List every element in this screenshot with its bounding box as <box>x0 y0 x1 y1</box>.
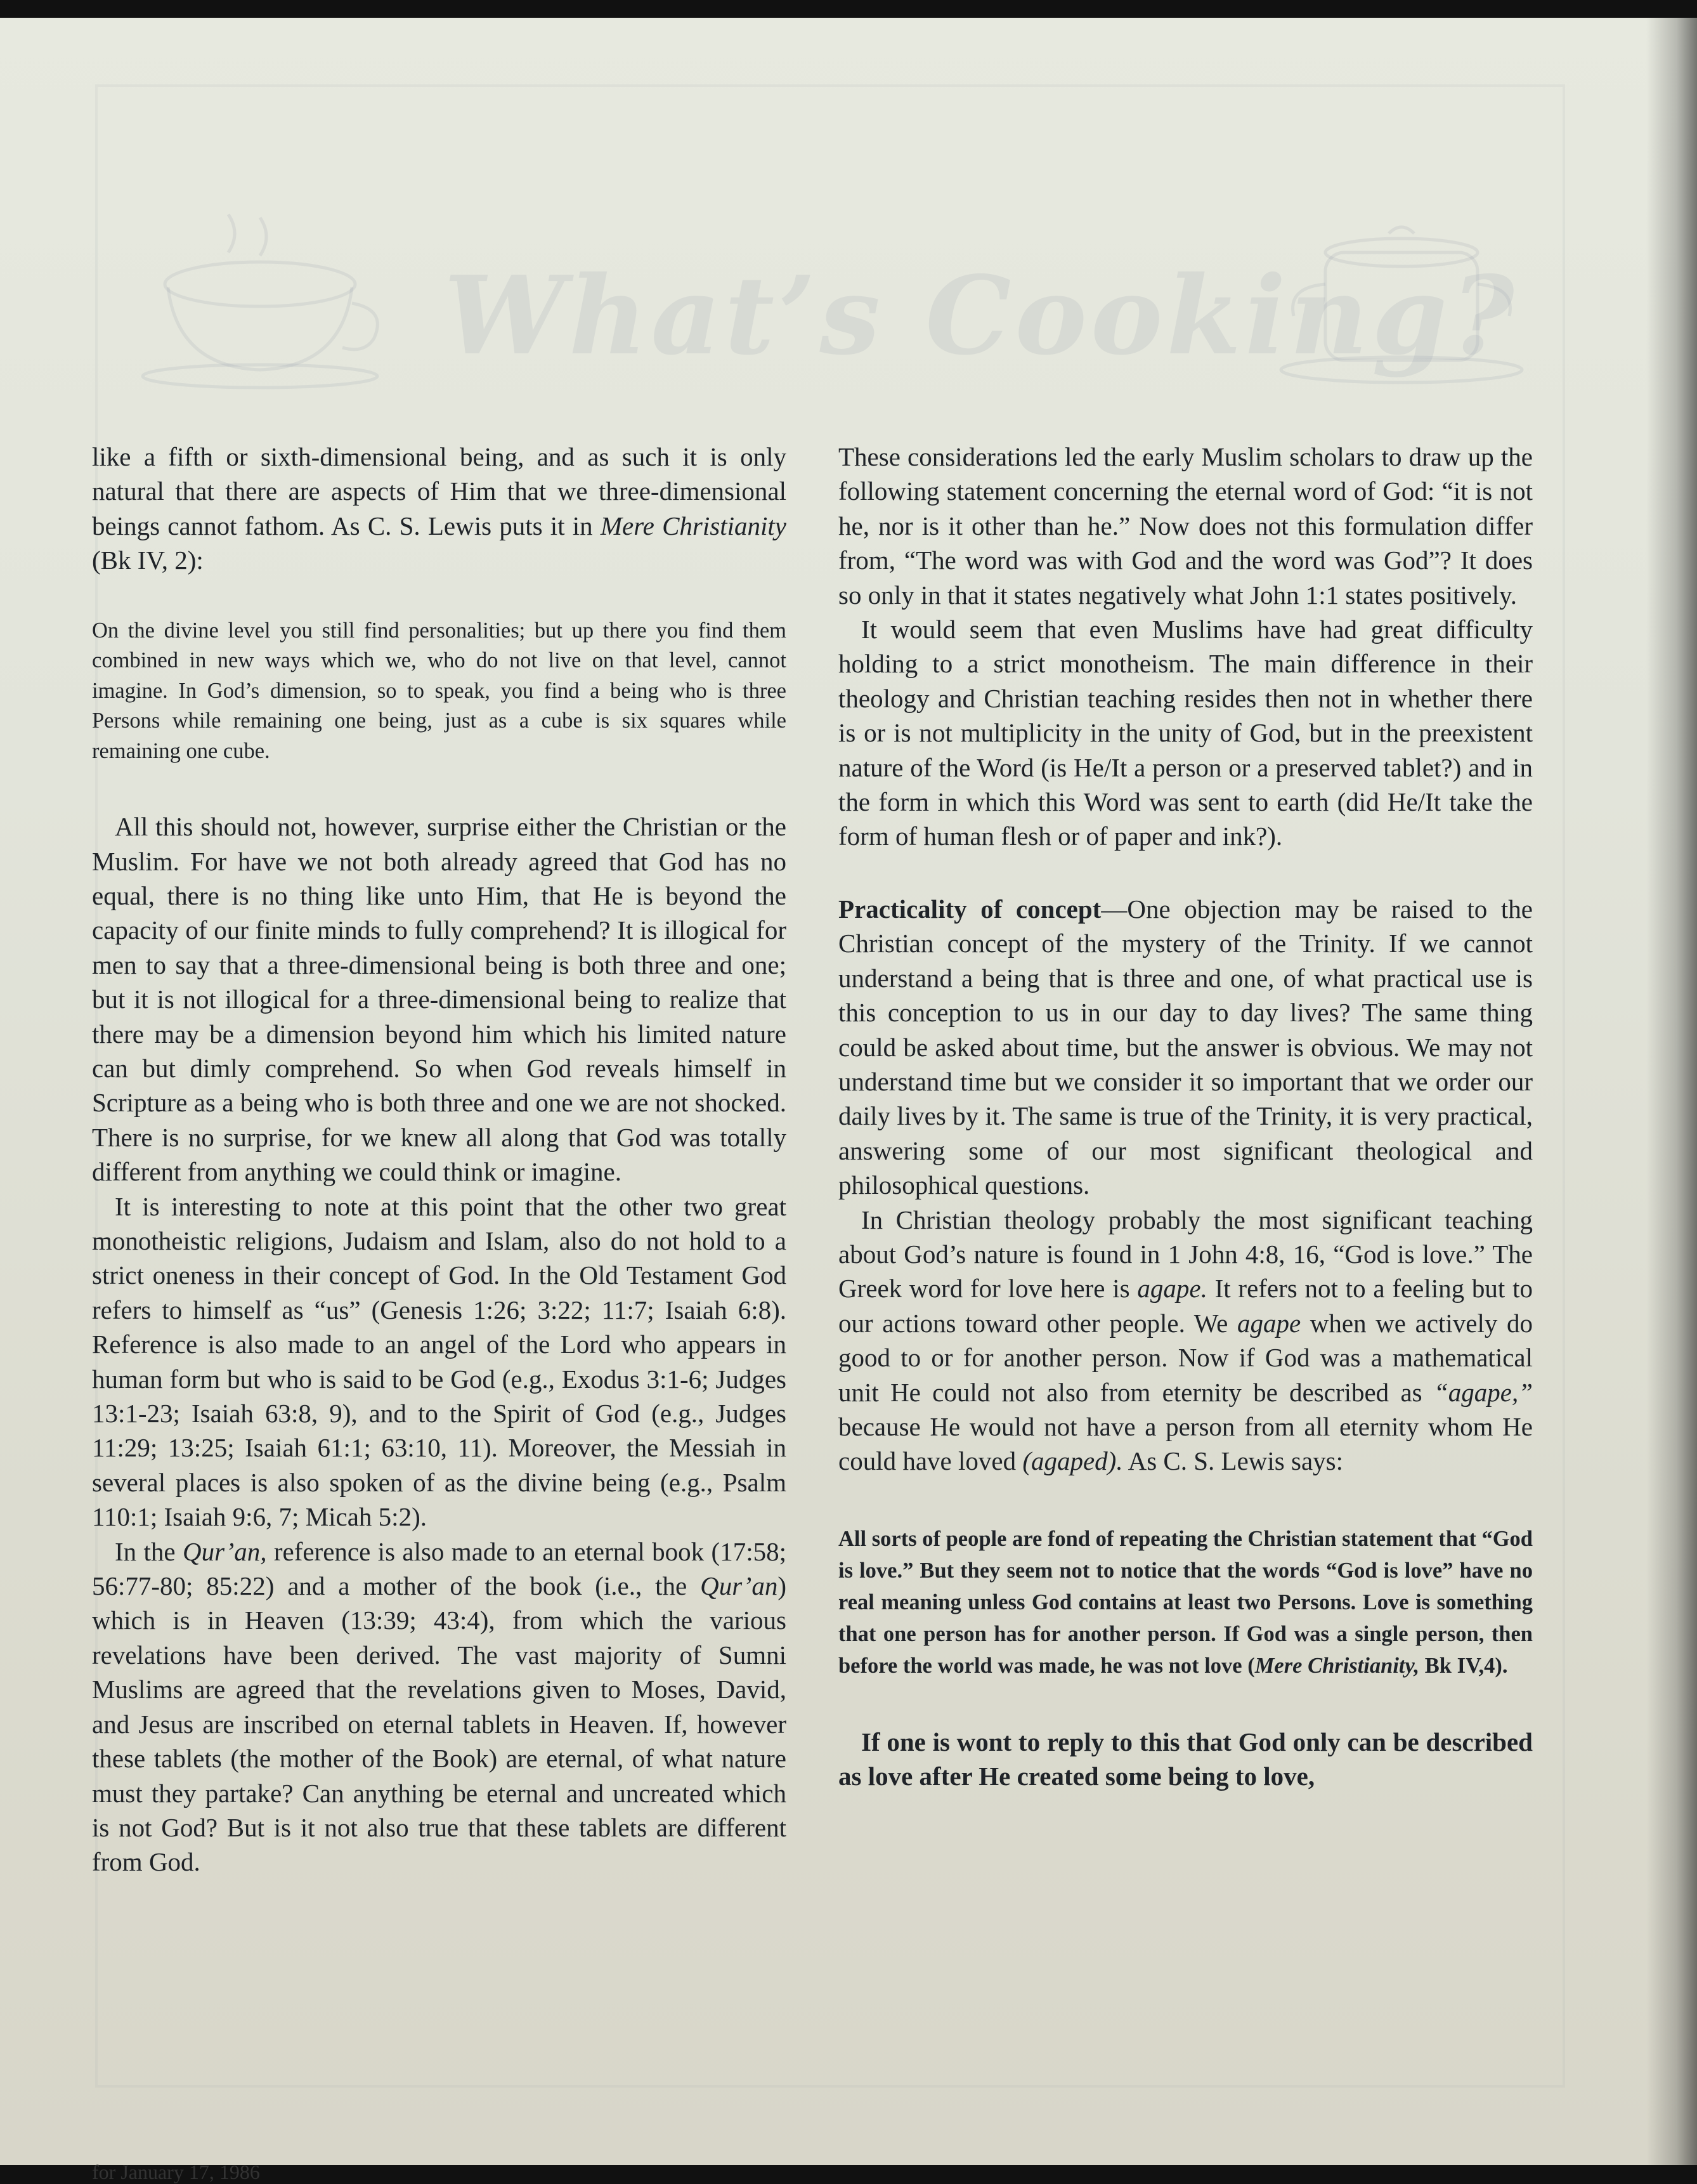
right-paragraph-4-end: As C. S. Lewis says: <box>1122 1446 1343 1476</box>
lewis-quote-love-text: All sorts of people are fond of repeating the Christian statement that “God is love.” But they seem not to notice that the words “God is love” have no real meaning unless God contains at least two Persons. Love is something that one person has for another person. If God was a single person, then before the world was made, he was not love ( <box>838 1526 1533 1678</box>
lewis-quote-cube: On the divine level you still find personalities; but up there you find them combined in new ways which we, who do not live on that level, cannot imagine. In God’s dimension, so to speak, you find a being who is three Persons while remaining one being, just as a cube is six squares while remaining one cube. <box>92 618 786 763</box>
right-paragraph-4-mid3: because He would not have a person from all eternity whom He could have loved <box>838 1411 1533 1476</box>
left-paragraph-1-end: (Bk IV, 2): <box>92 546 204 575</box>
show-through-teacup-illustration <box>133 227 387 392</box>
book-title-mere-christianity-2: Mere Christianity, <box>1254 1653 1420 1678</box>
quran-title-2: Qur’an <box>700 1571 778 1601</box>
left-paragraph-4-start: In the <box>115 1536 183 1566</box>
agape-term-3: “agape,” <box>1433 1377 1533 1407</box>
left-paragraph-4-mid: reference is also made to an eternal book (17:58; 56:77-80; 85:22) and a mother of the book (i.e., the <box>92 1536 786 1601</box>
page <box>0 18 1697 2183</box>
show-through-pot-illustration <box>1268 227 1535 392</box>
agape-term: agape. <box>1137 1274 1207 1304</box>
agaped-term: (agaped). <box>1022 1446 1123 1476</box>
show-through-title: What’s Cooking? <box>444 252 1518 379</box>
book-title-mere-christianity: Mere Christianity <box>600 511 786 540</box>
left-paragraph-1 <box>92 440 786 578</box>
section-subhead-practicality: Practicality of concept <box>838 894 1102 924</box>
left-paragraph-4 <box>92 1534 786 1880</box>
page-edge-shadow <box>1646 18 1697 2165</box>
right-paragraph-4-start: In Christian theology probably the most significant teaching about God’s nature is found in 1 John 4:8, 16, “God is love.” The Greek word for love here is <box>838 1205 1533 1304</box>
right-paragraph-4-mid2: when we actively do good to or for another person. Now if God was a mathematical unit He could not also from eternity be described as <box>838 1308 1533 1407</box>
agape-term-2: agape <box>1237 1308 1301 1338</box>
right-paragraph-1: These considerations led the early Muslim scholars to draw up the following statement concerning the eternal word of God: “it is not he, nor is it other than he.” Now does not this formulation differ from, “The word was with God and the word was God”? It does so only in that it states negatively what John 1:1 states positively. <box>838 442 1533 610</box>
right-paragraph-4 <box>838 1203 1533 1479</box>
left-column <box>92 440 786 1880</box>
right-paragraph-5: If one is wont to reply to this that God only can be described as love after He created some being to love, <box>838 1727 1533 1791</box>
left-paragraph-1-text: like a fifth or sixth-dimensional being, and as such it is only natural that there are aspects of Him that we three-dimensional beings cannot fathom. As C. S. Lewis puts it in <box>92 442 786 540</box>
page-footer: for January 17, 1986 <box>92 2161 260 2183</box>
right-paragraph-3-text: —One objection may be raised to the Christian concept of the mystery of the Trinity. If we cannot understand a being that is three and one, of what practical use is this conception to us in our day to day lives? The same thing could be asked about time, but the answer is obvious. We may not understand time but we consider it so important that we order our daily lives by it. The same is true of the Trinity, it is very practical, answering some of our most significant theological and philosophical questions. <box>838 894 1533 1200</box>
right-paragraph-2: It would seem that even Muslims have had great difficulty holding to a strict monotheism. The main difference in their theology and Christian teaching resides then not in whether there is or is not multiplicity in the unity of God, but in the preexistent nature of the Word (is He/It a person or a preserved tablet?) and in the form in which this Word was sent to earth (did He/It take the form of human flesh or of paper and ink?). <box>838 615 1533 851</box>
right-column <box>838 440 1533 1794</box>
quran-title: Qur’an, <box>182 1536 267 1566</box>
left-paragraph-3: It is interesting to note at this point that the other two great monotheistic religions, Judaism and Islam, also do not hold to a strict oneness in their concept of God. In the Old Testament God refers to himself as “us” (Genesis 1:26; 3:22; 11:7; Isaiah 6:8). Reference is also made to an angel of the Lord who appears in human form but who is said to be God (e.g., Exodus 3:1-6; Judges 13:1-23; Isaiah 63:8, 9), and to the Spirit of God (e.g., Judges 11:29; 13:25; Isaiah 61:1; 63:10, 11). Moreover, the Messiah in several places is also spoken of as the divine being (e.g., Psalm 110:1; Isaiah 9:6, 7; Micah 5:2). <box>92 1191 786 1532</box>
right-paragraph-4-mid: It refers not to a feeling but to our actions toward other people. We <box>838 1274 1533 1338</box>
lewis-quote-love <box>838 1523 1533 1682</box>
left-paragraph-4-end: ) which is in Heaven (13:39; 43:4), from which the various revelations have been derived. The vast majority of Sumni Muslims are agreed that the revelations given to Moses, David, and Jesus are inscribed on eternal tablets in Heaven. If, however these tablets (the mother of the Book) are eternal, of what nature must they partake? Can anything be eternal and uncreated which is not God? But is it not also true that these tablets are different from God. <box>92 1571 786 1877</box>
left-paragraph-2: All this should not, however, surprise either the Christian or the Muslim. For have we not both already agreed that God has no equal, there is no thing like unto Him, that He is beyond the capacity of our finite minds to fully comprehend? It is illogical for men to say that a three-dimensional being is both three and one; but it is not illogical for a three-dimensional being to realize that there may be a dimension beyond him which his limited nature can but dimly comprehend. So when God reveals himself in Scripture as a being who is both three and one we are not shocked. There is no surprise, for we knew all along that God was totally different from anything we could think or imagine. <box>92 812 786 1187</box>
right-paragraph-3 <box>838 892 1533 1203</box>
lewis-quote-love-end: Bk IV,4). <box>1419 1653 1508 1678</box>
